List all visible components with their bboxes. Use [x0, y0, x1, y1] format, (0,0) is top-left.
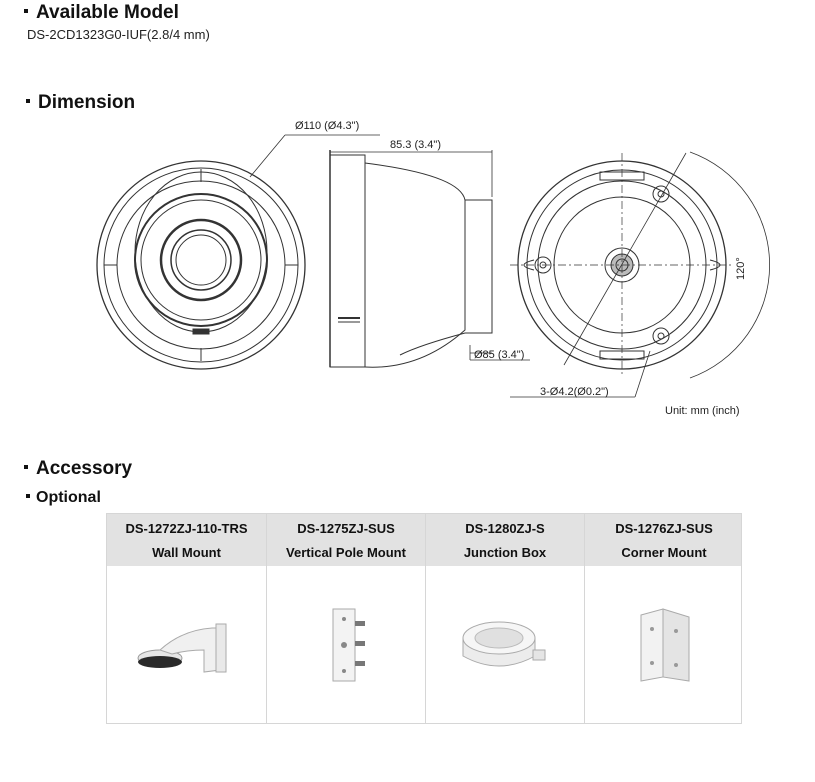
- accessory-column: [266, 514, 425, 723]
- holes-label: 3-Ø4.2(Ø0.2"): [540, 386, 609, 398]
- accessory-header: [426, 514, 584, 566]
- accessory-column: [107, 514, 266, 723]
- accessory-name: Corner Mount: [621, 545, 707, 560]
- optional-label: Optional: [36, 489, 101, 506]
- accessory-name: Vertical Pole Mount: [286, 545, 406, 560]
- dimension-drawing: [90, 115, 790, 420]
- unit-note: Unit: mm (inch): [665, 405, 740, 417]
- accessory-header: [267, 514, 425, 566]
- bullet-icon: [24, 9, 28, 13]
- accessory-heading: [24, 458, 132, 480]
- accessory-model: DS-1280ZJ-S: [465, 521, 545, 536]
- accessory-column: [425, 514, 584, 723]
- side-view: [330, 150, 530, 367]
- bottom-view: [510, 152, 770, 397]
- bullet-icon: [26, 494, 30, 498]
- accessory-name: Wall Mount: [152, 545, 221, 560]
- accessory-column: [584, 514, 743, 723]
- accessory-label: Accessory: [36, 458, 133, 479]
- model-number: DS-2CD1323G0-IUF(2.8/4 mm): [27, 27, 210, 42]
- dimension-label: Dimension: [38, 92, 136, 113]
- junction-box-icon: [426, 566, 584, 724]
- accessory-header: [585, 514, 743, 566]
- accessory-model: DS-1272ZJ-110-TRS: [125, 521, 248, 536]
- depth-label: 85.3 (3.4"): [390, 139, 441, 151]
- wall-mount-icon: [107, 566, 266, 724]
- bullet-icon: [24, 465, 28, 469]
- pole-mount-icon: [267, 566, 425, 724]
- corner-mount-icon: [585, 566, 743, 724]
- accessory-header: [107, 514, 266, 566]
- available-model-label: Available Model: [36, 2, 179, 23]
- accessory-model: DS-1275ZJ-SUS: [297, 521, 395, 536]
- accessory-name: Junction Box: [463, 545, 547, 560]
- base-label: Ø85 (3.4"): [474, 349, 525, 361]
- angle-label: 120°: [735, 257, 747, 280]
- accessory-model: DS-1276ZJ-SUS: [615, 521, 713, 536]
- bullet-icon: [26, 99, 30, 103]
- dimension-heading: [26, 92, 135, 114]
- accessory-table: [106, 513, 742, 724]
- available-model-heading: [24, 2, 179, 24]
- diameter-label: Ø110 (Ø4.3"): [295, 120, 360, 132]
- optional-heading: [26, 489, 101, 507]
- front-view: [97, 135, 380, 369]
